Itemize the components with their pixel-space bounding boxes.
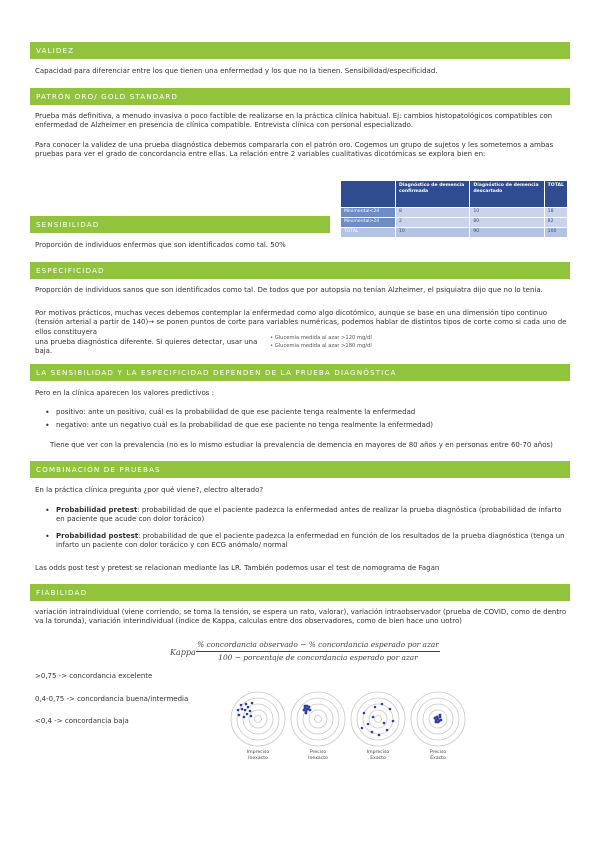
targets-svg: [228, 690, 468, 748]
patron-oro-paragraph-1: Prueba más definitiva, a menudo invasiva o poco factible de realizarse en la práctica clínica habitual. Ej: cambios histopatológicos compatibles con enfermedad de Alzheimer en presencia de clínica compatible. Entrevista clínica con personal especializado.: [35, 112, 553, 130]
target-caption: [408, 750, 468, 761]
especificidad-paragraph-1: Proporción de individuos sanos que son identificados como tal. De todos que por autopsia no tenían Alzheimer, el psiquiatra dijo que no lo tenía.: [35, 286, 543, 294]
list-item-text: negativo: ante un negativo cuál es la probabilidad de que ese paciente no tenga realmente la enfermedad): [56, 421, 434, 429]
patron-oro-paragraph-2: Para conocer la validez de una prueba diagnóstica debemos compararla con el patrón oro. Cogemos un grupo de sujetos y les sometemos a ambas pruebas para ver el grado de concordancia entre ellas. La relación entre 2 variables cualitativas dicotómicas se explora bien en:: [35, 141, 554, 159]
section-header-validez: VALIDEZ: [30, 42, 570, 59]
list-item-text: : probabilidad de que el paciente padezca la enfermedad en función de los resultados de la prueba diagnóstica (tenga un infarto un paciente con dolor torácico y con ECG anómalo/ normal: [56, 532, 565, 550]
target-icon: [411, 692, 465, 746]
target-caption-line1: Impreciso: [366, 750, 390, 755]
target-caption-line2: Inexacto: [308, 755, 328, 761]
especificidad-paragraph-2: Por motivos prácticos, muchas veces debemos contemplar la enfermedad como algo dicotómico, aunque se base en una dimensión tipo continuo (tensión arterial a partir de 140)→ se ponen puntos de corte para variables numéricas, podemos hablar de distintos tipos de corte como si cada uno de ellos constituyera: [35, 309, 567, 336]
bullet-icon: •: [45, 421, 50, 430]
table-row-header: Minimental>24: [341, 218, 396, 228]
table-cell: 80: [470, 218, 544, 228]
table-cell: 10: [470, 208, 544, 218]
table-cell: 8: [396, 208, 470, 218]
table-cell: 100: [544, 228, 567, 238]
table-row: [341, 228, 568, 238]
table-cell: 90: [470, 228, 544, 238]
list-item-text: : probabilidad de que el paciente padezca la enfermedad antes de realizar la prueba diagnóstica (probabilidad de infarto en paciente que acude con dolor torácico): [56, 506, 562, 524]
kappa-formula: [170, 640, 440, 666]
glucemia-note-1: • Glucemia medida al azar >120 mg/dl: [270, 335, 372, 341]
table-cell: 10: [396, 228, 470, 238]
target-icon: [351, 692, 405, 746]
bullet-icon: •: [45, 532, 50, 541]
section-header-dependen: LA SENSIBILIDAD Y LA ESPECIFICIDAD DEPENDEN DE LA PRUEBA DIAGNÓSTICA: [30, 364, 570, 381]
section-header-especificidad: ESPECIFICIDAD: [30, 262, 570, 279]
target-caption-line2: Inexacto: [248, 755, 268, 761]
table-header-cell: Diagnóstico de demencia confirmada: [396, 181, 470, 208]
section-header-sensibilidad: SENSIBILIDAD: [30, 216, 330, 233]
target-icon: [291, 692, 345, 746]
list-item: [45, 532, 566, 551]
table-header-cell: [341, 181, 396, 208]
list-item: [45, 506, 566, 525]
list-item: [45, 421, 566, 430]
fraction-bar: [196, 651, 440, 652]
precision-accuracy-targets: [228, 690, 468, 765]
term-pretest: Probabilidad pretest: [56, 506, 138, 514]
target-caption: [228, 750, 288, 761]
odds-note: Las odds post test y pretest se relacionan mediante las LR. También podemos usar el test de nomograma de Fagan: [35, 564, 440, 572]
kappa-label: Kappa: [170, 648, 196, 657]
kappa-denominator: 100 − porcentaje de concordancia esperado por azar: [218, 653, 418, 662]
target-caption-line2: Exacto: [430, 755, 446, 761]
kappa-level-buena: 0,4-0,75 -> concordancia buena/intermedia: [35, 695, 189, 703]
term-postest: Probabilidad postest: [56, 532, 139, 540]
kappa-level-excelente: >0,75 -> concordancia excelente: [35, 672, 153, 680]
table-header-cell: Diagnóstico de demencia descartado: [470, 181, 544, 208]
target-caption: [288, 750, 348, 761]
contingency-table: [340, 180, 568, 238]
list-item-text: positivo: ante un positivo, cuál es la probabilidad de que ese paciente tenga realmente la enfermedad: [56, 408, 416, 416]
combinacion-intro: En la práctica clínica pregunta ¿por qué viene?, electro alterado?: [35, 486, 264, 494]
target-icon: [231, 692, 285, 746]
fiabilidad-paragraph: variación intraindividual (viene corriendo, se toma la tensión, se espera un rato, valorar), variación intraobservador (prueba de COVID, como de dentro va la torunda), variación interindividual (índice de Kappa, calculas entre dos observadores, como de bien hace uno uotro): [35, 608, 567, 626]
especificidad-paragraph-2-end: una prueba diagnóstica diferente. Si quieres detectar, usar una baja.: [35, 338, 258, 356]
table-cell: 82: [544, 218, 567, 228]
table-cell: 18: [544, 208, 567, 218]
validez-text: Capacidad para diferenciar entre los que tienen una enfermedad y los que no la tienen. Sensibilidad/especificidad.: [35, 67, 438, 75]
list-item: [45, 408, 566, 417]
target-caption-line1: Preciso: [429, 750, 447, 755]
table-cell: 2: [396, 218, 470, 228]
glucemia-note-2: • Glucemia medida al azar >180 mg/dl: [270, 343, 372, 349]
target-caption: [348, 750, 408, 761]
table-row-header: TOTAL: [341, 228, 396, 238]
table-row: [341, 208, 568, 218]
prevalencia-note: Tiene que ver con la prevalencia (no es lo mismo estudiar la prevalencia de demencia en mayores de 80 años y en personas entre 60-70 años): [50, 441, 553, 449]
table-row-header: Minimental<24: [341, 208, 396, 218]
table-row: [341, 218, 568, 228]
bullet-icon: •: [45, 408, 50, 417]
section-header-patron-oro: PATRÓN ORO/ GOLD STANDARD: [30, 88, 570, 105]
target-caption-line1: Preciso: [309, 750, 327, 755]
bullet-icon: •: [45, 506, 50, 515]
table-header-row: [341, 181, 568, 208]
sensibilidad-text: Proporción de individuos enfermos que son identificados como tal. 50%: [35, 241, 286, 249]
table-header-cell: TOTAL: [544, 181, 567, 208]
kappa-level-baja: <0,4 -> concordancia baja: [35, 717, 129, 725]
target-caption-line1: Impreciso: [246, 750, 270, 755]
section-header-fiabilidad: FIABILIDAD: [30, 584, 570, 601]
kappa-numerator: % concordancia observado − % concordancia esperado por azar: [197, 640, 439, 649]
target-caption-line2: Exacto: [370, 755, 386, 761]
section-header-combinacion: COMBINACIÓN DE PRUEBAS: [30, 461, 570, 478]
valores-predictivos-intro: Pero en la clínica aparecen los valores predictivos :: [35, 389, 215, 397]
